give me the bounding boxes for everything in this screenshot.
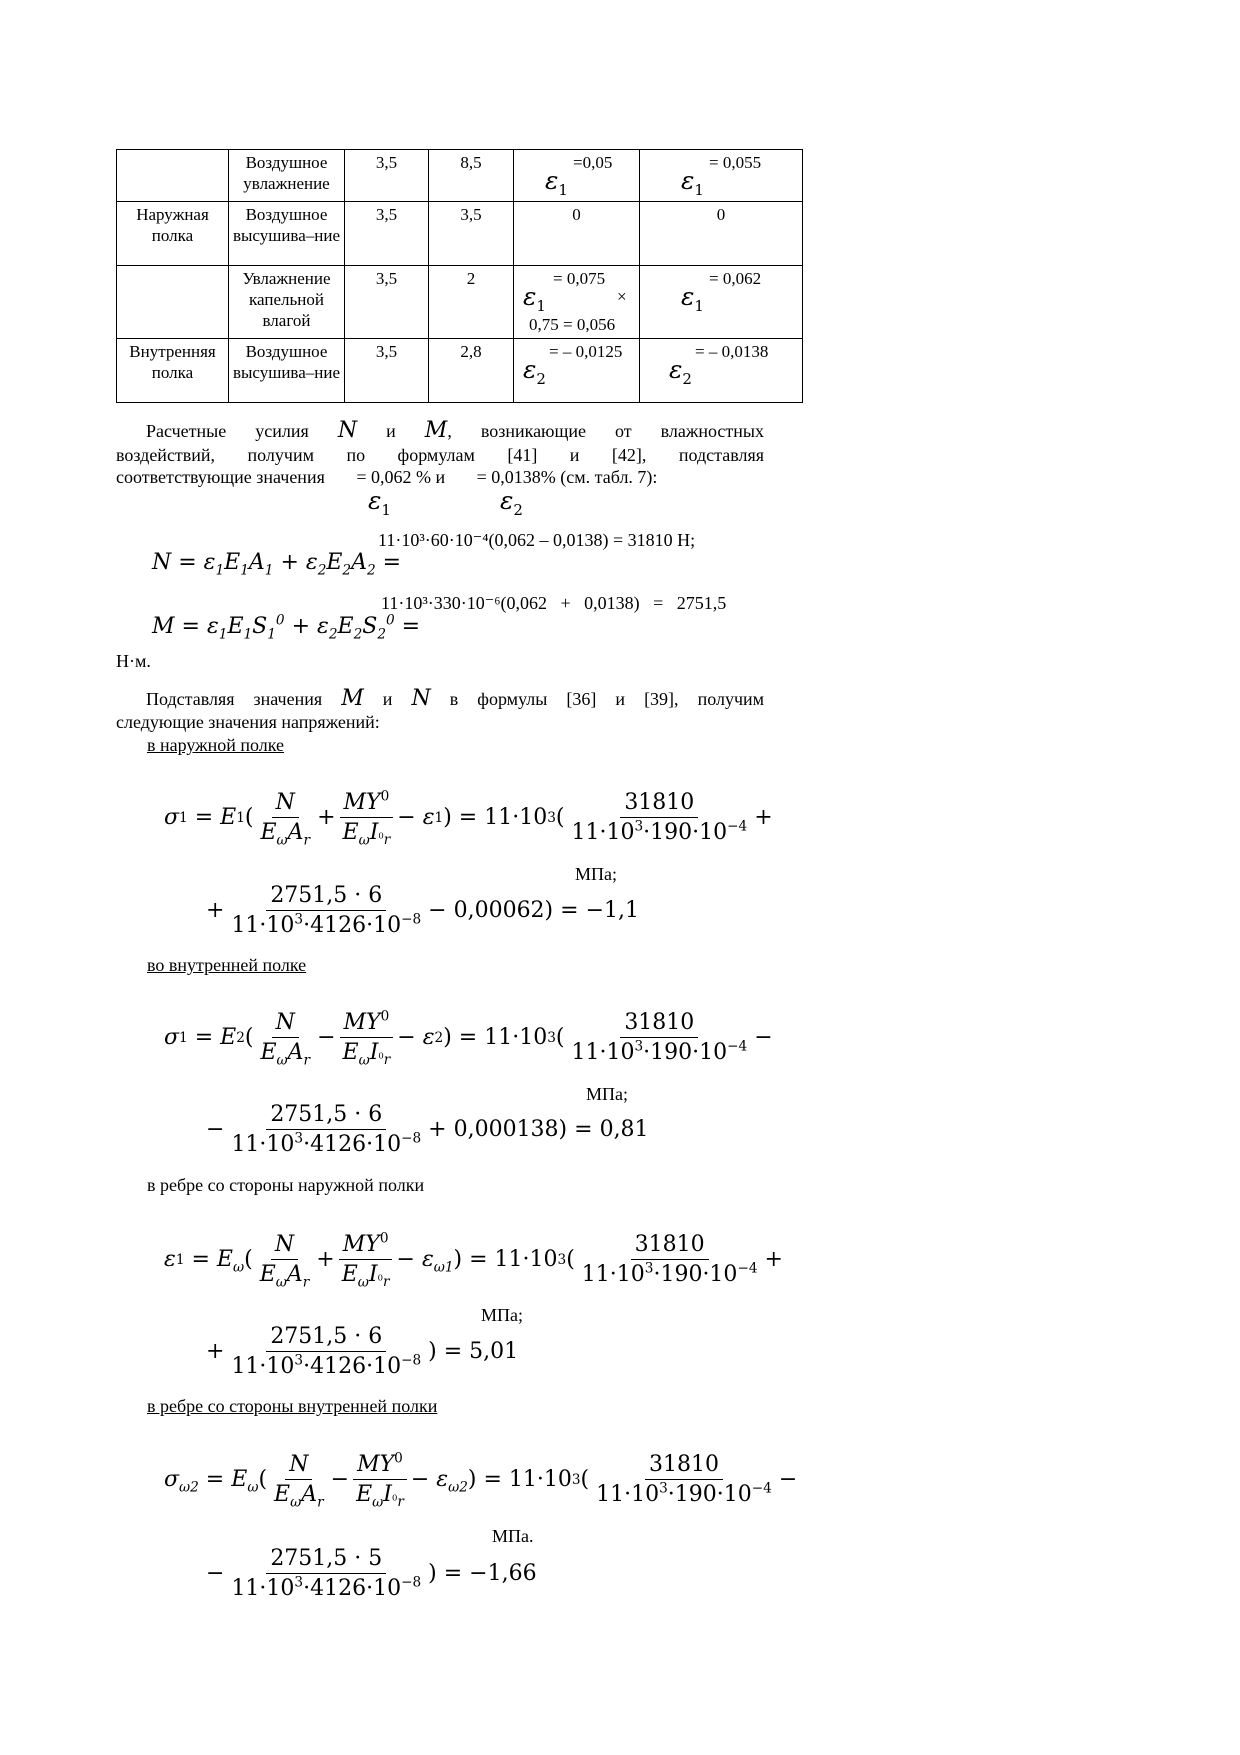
rib-outer-continuation: + $\frac{2751,5 \cdot 6}{11\cdot 10^3\cdot 4126\cdot 10^{-8}}$ ) = 5,01 <box>206 1324 519 1379</box>
cell-value: = 0,055 <box>709 153 762 172</box>
text: ) <box>428 1561 437 1586</box>
table-cell: Внутренняя полка <box>117 339 229 403</box>
epsilon-symbol: $\varepsilon_2$ <box>500 486 523 519</box>
cell-value: =0,05 <box>573 153 613 172</box>
table-cell: Воздушное увлажнение <box>229 150 345 202</box>
fraction-numerator: 31810 <box>620 1010 698 1038</box>
cell-value: = – 0,0125 <box>549 342 623 361</box>
epsilon-symbol: $\varepsilon_1$ <box>523 282 546 315</box>
cell-value: 0,75 = 0,056 <box>529 315 616 334</box>
rib-inner-equation: $\sigma_{\omega 2}$ = $E_\omega$ ( $\frac{N}{E_\omega A_r}$ − $\frac{MY^0}{E_\omega I_{^0r}}$ − $\varepsilon_{\omega 2}$ ) = 11·10 3 ( $\frac{31810}{11\cdot 10^3\cdot 190\cdot 10^{-4}}$ − <box>164 1450 798 1511</box>
m-calculation: 11·10³·330·10⁻⁶(0,062 + 0,0138) = 2751,5 <box>381 593 727 613</box>
epsilon-symbol: $\varepsilon_1$ <box>545 166 568 199</box>
text: и <box>382 689 393 709</box>
fraction-numerator: 31810 <box>620 790 698 818</box>
section-heading: во внутренней полке <box>147 955 307 975</box>
text: Расчетные усилия <box>146 421 309 441</box>
sigma1-outer-continuation: + $\frac{2751,5 \cdot 6}{11\cdot 10^3\cdot 4126\cdot 10^{-8}}$ − 0,00062) = −1,1 <box>206 883 640 938</box>
result-value: = 5,01 <box>443 1339 519 1364</box>
paragraph-line: воздействий, получим по формулам [41] и [42], подставляя <box>116 445 764 465</box>
table-cell: Воздушное высушива–ние <box>229 202 345 266</box>
text: в формулы [36] и [39], получим <box>449 689 765 709</box>
table-cell: 8,5 <box>429 150 514 202</box>
table-cell <box>514 266 640 339</box>
cell-value: = 0,075 <box>553 269 606 288</box>
paragraph <box>116 687 764 711</box>
table-cell: 3,5 <box>345 339 429 403</box>
table-cell: 3,5 <box>345 266 429 339</box>
paragraph <box>116 419 764 443</box>
text: , возникающие от влажностных <box>447 421 764 441</box>
sigma1-outer-equation: σ 1 = E 1 ( $\frac{N}{E_\omega A_r}$ + $\frac{MY^0}{E_\omega I_{^0r}}$ − ε 1 ) = 11·10 3 ( $\frac{31810}{11\cdot 10^3\cdot 190\cdot 10^{-4}}$ + <box>164 788 773 849</box>
epsilon-symbol: $\varepsilon_2$ <box>669 355 692 388</box>
table-cell <box>117 266 229 339</box>
math-symbol: M <box>424 418 448 443</box>
times-sign: × <box>617 287 627 306</box>
text: Подставляя значения <box>146 689 323 709</box>
table-cell <box>514 150 640 202</box>
fraction-numerator: 2751,5 · 5 <box>266 1546 386 1574</box>
table-row <box>117 150 803 202</box>
fraction-numerator: 2751,5 · 6 <box>266 1324 386 1352</box>
unit-label: МПа; <box>586 1084 628 1104</box>
section-heading: в ребре со стороны наружной полки <box>147 1175 425 1195</box>
table-cell <box>640 150 803 202</box>
text: − 0,00062) <box>428 898 554 923</box>
table-cell <box>640 266 803 339</box>
n-formula: $N = \varepsilon_1E_1A_1 + \varepsilon_2E_2A_2$ = <box>152 550 402 579</box>
fraction-numerator: 31810 <box>631 1232 709 1260</box>
table-cell: Увлажнение капельной влагой <box>229 266 345 339</box>
cell-value: = – 0,0138 <box>695 342 769 361</box>
unit-label: МПа; <box>481 1305 523 1325</box>
math-symbol: N <box>411 686 431 711</box>
rib-outer-equation: ε 1 = $E_\omega$ ( $\frac{N}{E_\omega A_r}$ + $\frac{MY^0}{E_\omega I_{^0r}}$ − $\varepsilon_{\omega 1}$ ) = 11·10 3 ( $\frac{31810}{11\cdot 10^3\cdot 190\cdot 10^{-4}}$ + <box>164 1230 783 1291</box>
table-cell: Наружная полка <box>117 202 229 266</box>
table-cell: 2,8 <box>429 339 514 403</box>
table-cell <box>640 339 803 403</box>
text: и <box>386 421 396 441</box>
table-row <box>117 266 803 339</box>
sigma1-inner-continuation: − $\frac{2751,5 \cdot 6}{11\cdot 10^3\cdot 4126\cdot 10^{-8}}$ + 0,000138) = 0,81 <box>206 1102 649 1157</box>
text: ) <box>428 1339 437 1364</box>
result-value: = −1,66 <box>443 1561 537 1586</box>
fraction-numerator: 2751,5 · 6 <box>266 883 386 911</box>
fraction-numerator: 2751,5 · 6 <box>266 1102 386 1130</box>
epsilon-symbol: $\varepsilon_2$ <box>523 355 546 388</box>
text: + 0,000138) <box>428 1117 568 1142</box>
table-cell: 0 <box>514 202 640 266</box>
fraction-numerator: 31810 <box>645 1452 723 1480</box>
section-heading: в ребре со стороны внутренней полки <box>147 1396 438 1416</box>
moisture-table <box>116 149 803 403</box>
table-row <box>117 339 803 403</box>
unit-label: МПа; <box>575 864 617 884</box>
table-cell: 2 <box>429 266 514 339</box>
table-cell: 3,5 <box>345 202 429 266</box>
result-value: = 0,81 <box>574 1117 649 1142</box>
rib-inner-continuation: − $\frac{2751,5 \cdot 5}{11\cdot 10^3\cdot 4126\cdot 10^{-8}}$ ) = −1,66 <box>206 1546 537 1601</box>
table-cell: 3,5 <box>429 202 514 266</box>
table-cell <box>117 150 229 202</box>
n-calculation: 11·10³·60·10⁻⁴(0,062 – 0,0138) = 31810 Н; <box>378 530 696 550</box>
epsilon-symbol: $\varepsilon_1$ <box>368 486 391 519</box>
unit-label: МПа. <box>492 1526 534 1546</box>
math-symbol: N <box>337 418 358 443</box>
table-cell <box>514 339 640 403</box>
epsilon-symbol: $\varepsilon_1$ <box>681 166 704 199</box>
m-formula: $M = \varepsilon_1E_1S_1^0 + \varepsilon_2E_2S_2^0$ = <box>152 612 421 643</box>
section-heading: в наружной полке <box>147 735 285 755</box>
sigma1-inner-equation: σ 1 = E 2 ( $\frac{N}{E_\omega A_r}$ − $\frac{MY^0}{E_\omega I_{^0r}}$ − ε 2 ) = 11·10 3 ( $\frac{31810}{11\cdot 10^3\cdot 190\cdot 10^{-4}}$ − <box>164 1008 773 1069</box>
table-cell: 3,5 <box>345 150 429 202</box>
m-unit: Н·м. <box>116 651 151 671</box>
paragraph-line: соответствующие значения = 0,062 % и = 0,0138% (см. табл. 7): <box>116 467 658 487</box>
table-cell: Воздушное высушива–ние <box>229 339 345 403</box>
table-row <box>117 202 803 266</box>
paragraph-line: следующие значения напряжений: <box>116 712 380 732</box>
math-symbol: M <box>341 686 364 711</box>
epsilon-symbol: $\varepsilon_1$ <box>681 282 704 315</box>
cell-value: = 0,062 <box>709 269 762 288</box>
result-value: = −1,1 <box>560 898 640 923</box>
table-cell: 0 <box>640 202 803 266</box>
